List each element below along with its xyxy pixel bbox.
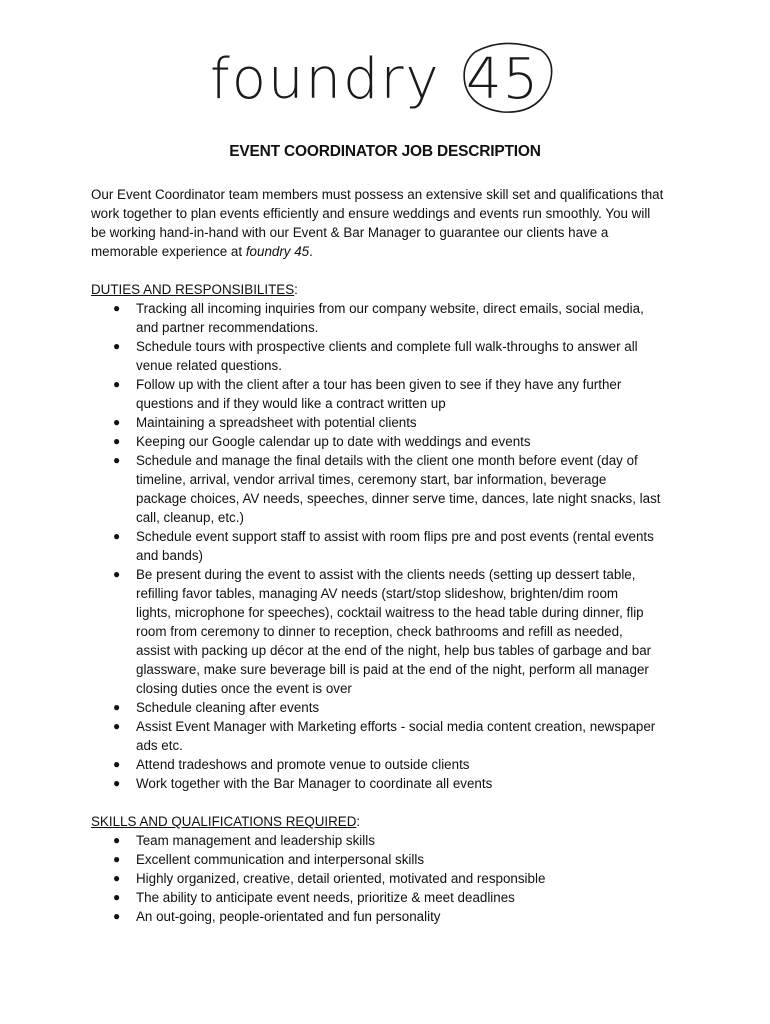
bullet-icon: ● — [113, 833, 121, 847]
duty-item-line: glassware, make sure beverage bill is paid at the end of the night, perform all manager — [136, 662, 649, 677]
duty-item-line: Schedule and manage the final details with the client one month before event (day of — [136, 453, 638, 468]
duty-item — [91, 413, 678, 432]
duty-item — [91, 698, 678, 717]
duties-heading-text: DUTIES AND RESPONSIBILITES — [91, 282, 295, 297]
bullet-icon: ● — [113, 453, 121, 467]
duty-item — [91, 375, 678, 413]
bullet-icon: ● — [113, 434, 121, 448]
logo-number: 45 — [466, 47, 540, 112]
bullet-icon: ● — [113, 757, 121, 771]
intro-line: be working hand-in-hand with our Event & Bar Manager to guarantee our clients have a — [91, 225, 609, 240]
duty-item-line: Schedule tours with prospective clients and complete full walk-throughs to answer all — [136, 339, 638, 354]
bullet-icon: ● — [113, 529, 121, 543]
duty-item — [91, 755, 678, 774]
duty-item — [91, 432, 678, 451]
bullet-icon: ● — [113, 852, 121, 866]
intro-paragraph — [91, 185, 691, 261]
bullet-icon: ● — [113, 890, 121, 904]
bullet-icon: ● — [113, 776, 121, 790]
duties-heading — [91, 280, 691, 299]
duty-item — [91, 299, 678, 337]
intro-last-suffix: . — [309, 244, 313, 259]
document-title: EVENT COORDINATOR JOB DESCRIPTION — [229, 143, 541, 160]
intro-line — [91, 242, 691, 261]
skill-item — [91, 888, 678, 907]
skill-item-line: Highly organized, creative, detail oriented, motivated and responsible — [136, 871, 546, 886]
document-body — [91, 185, 691, 926]
duty-item-line: Maintaining a spreadsheet with potential clients — [136, 415, 417, 430]
duty-item-line: Follow up with the client after a tour has been given to see if they have any further — [136, 377, 622, 392]
duties-list — [91, 299, 691, 793]
duty-item-line: and partner recommendations. — [136, 320, 319, 335]
skills-heading-colon: : — [356, 814, 361, 829]
intro-line: work together to plan events efficiently and ensure weddings and events run smoothly. You will — [91, 206, 651, 221]
brand-name-italic: foundry 45 — [245, 244, 310, 259]
duty-item-line: call, cleanup, etc.) — [136, 510, 244, 525]
duty-item-line: Work together with the Bar Manager to coordinate all events — [136, 776, 493, 791]
duty-item-line: timeline, arrival, vendor arrival times, ceremony start, bar information, beverage — [136, 472, 607, 487]
skills-heading-text: SKILLS AND QUALIFICATIONS REQUIRED — [91, 814, 357, 829]
duty-item-line: refilling favor tables, managing AV needs (start/stop slideshow, brighten/dim room — [136, 586, 619, 601]
duty-item — [91, 451, 678, 527]
skill-item — [91, 831, 678, 850]
duty-item — [91, 527, 678, 565]
duty-item-line: lights, microphone for speeches), cocktail waitress to the head table during dinner, flip — [136, 605, 644, 620]
intro-line: Our Event Coordinator team members must possess an extensive skill set and qualifications that — [91, 187, 664, 202]
skill-item-line: The ability to anticipate event needs, prioritize & meet deadlines — [136, 890, 515, 905]
duty-item-line: Keeping our Google calendar up to date with weddings and events — [136, 434, 531, 449]
section-spacer — [91, 793, 691, 812]
duty-item-line: room from ceremony to dinner to reception, check bathrooms and refill as needed, — [136, 624, 623, 639]
skill-item — [91, 850, 678, 869]
duty-item-line: Attend tradeshows and promote venue to outside clients — [136, 757, 470, 772]
duties-heading-colon: : — [294, 282, 298, 297]
bullet-icon: ● — [113, 377, 121, 391]
duty-item — [91, 774, 678, 793]
duty-item-line: package choices, AV needs, speeches, dinner serve time, dances, late night snacks, last — [136, 491, 661, 506]
logo-wordmark: foundry — [210, 47, 441, 112]
duty-item-line: questions and if they would like a contract written up — [136, 396, 446, 411]
duty-item-line: closing duties once the event is over — [136, 681, 352, 696]
bullet-icon: ● — [113, 719, 121, 733]
skills-list — [91, 831, 691, 926]
duty-item — [91, 717, 678, 755]
bullet-icon: ● — [113, 700, 121, 714]
duty-item-line: Schedule event support staff to assist with room flips pre and post events (rental events — [136, 529, 654, 544]
skill-item — [91, 869, 678, 888]
duty-item-line: venue related questions. — [136, 358, 282, 373]
duty-item-line: ads etc. — [136, 738, 183, 753]
duty-item-line: Tracking all incoming inquiries from our company website, direct emails, social media, — [136, 301, 644, 316]
duty-item — [91, 337, 678, 375]
bullet-icon: ● — [113, 301, 121, 315]
skill-item-line: An out-going, people-orientated and fun personality — [136, 909, 441, 924]
intro-last-prefix: memorable experience at — [91, 244, 246, 259]
duty-item-line: and bands) — [136, 548, 204, 563]
bullet-icon: ● — [113, 567, 121, 581]
skill-item-line: Team management and leadership skills — [136, 833, 375, 848]
bullet-icon: ● — [113, 339, 121, 353]
duty-item-line: Schedule cleaning after events — [136, 700, 320, 715]
bullet-icon: ● — [113, 871, 121, 885]
duty-item-line: Assist Event Manager with Marketing efforts - social media content creation, newspaper — [136, 719, 656, 734]
skills-heading — [91, 812, 691, 831]
skill-item — [91, 907, 678, 926]
bullet-icon: ● — [113, 415, 121, 429]
bullet-icon: ● — [113, 909, 121, 923]
foundry-45-logo — [205, 42, 565, 122]
duty-item — [91, 565, 678, 698]
duty-item-line: assist with packing up décor at the end of the night, help bus tables of garbage and bar — [136, 643, 652, 658]
duty-item-line: Be present during the event to assist with the clients needs (setting up dessert table, — [136, 567, 636, 582]
skill-item-line: Excellent communication and interpersonal skills — [136, 852, 425, 867]
